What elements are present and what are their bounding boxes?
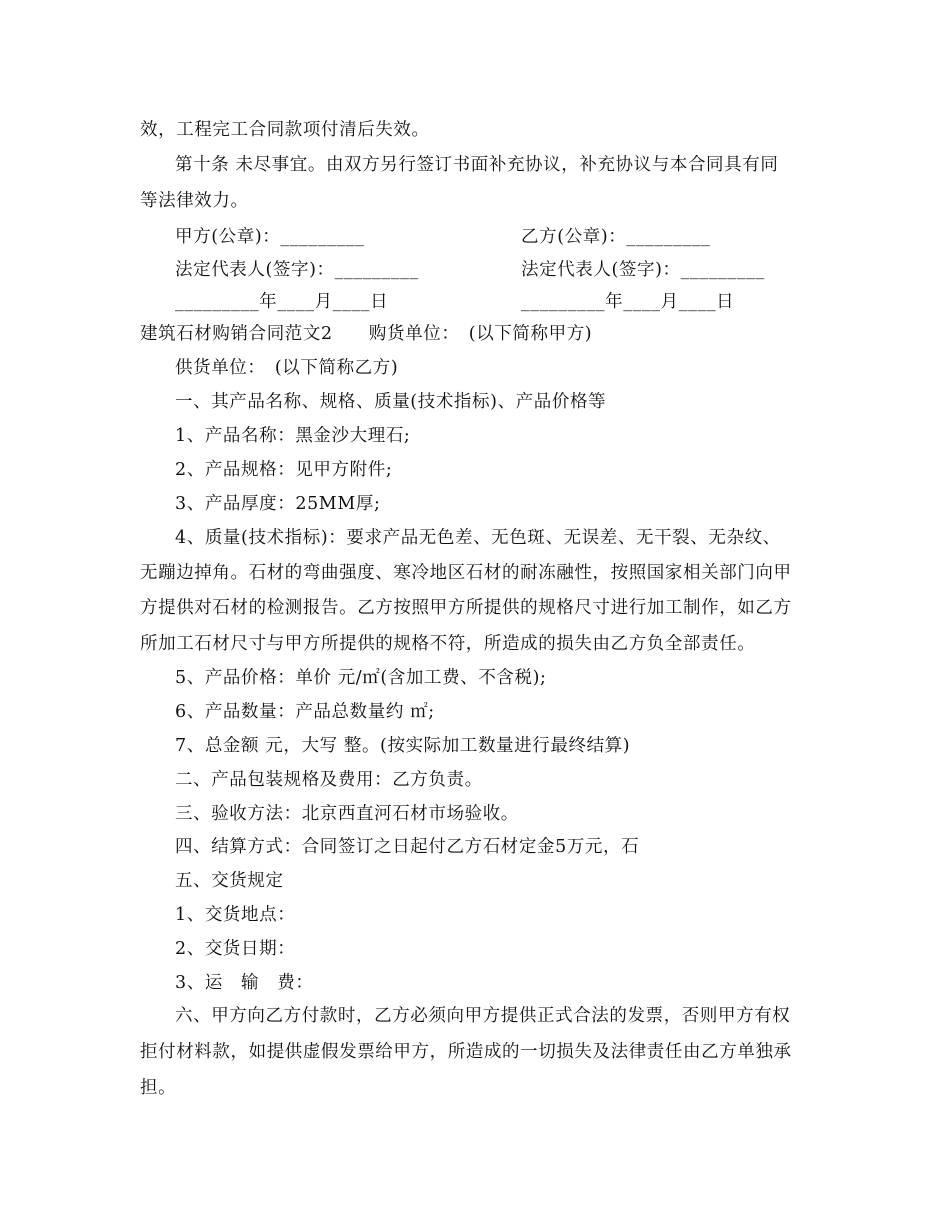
section-heading: 三、验收方法：北京西直河石材市场验收。	[175, 804, 519, 824]
paragraph-line: 效，工程完工合同款项付清后失效。	[140, 120, 430, 140]
list-item: 4、质量(技术指标)：要求产品无色差、无色斑、无误差、无干裂、无杂纹、	[175, 528, 781, 548]
party-a-representative: 法定代表人(签字)：_________	[175, 260, 419, 280]
article-ten-line: 第十条 未尽事宜。由双方另行签订书面补充协议，补充协议与本合同具有同	[175, 155, 779, 175]
section-heading: 二、产品包装规格及费用：乙方负责。	[175, 770, 483, 790]
paragraph-line: 方提供对石材的检测报告。乙方按照甲方所提供的规格尺寸进行加工制作，如乙方	[140, 598, 792, 618]
party-b-date: _________年____月____日	[521, 292, 735, 312]
paragraph-line: 无蹦边掉角。石材的弯曲强度、寒冷地区石材的耐冻融性，按照国家相关部门向甲	[140, 563, 792, 583]
supplier-line: 供货单位： (以下简称乙方)	[175, 358, 399, 378]
party-b-representative: 法定代表人(签字)：_________	[521, 260, 765, 280]
section-heading: 四、结算方式：合同签订之日起付乙方石材定金5万元，石	[175, 837, 640, 857]
contract-title-line: 建筑石材购销合同范文2 购货单位： (以下简称甲方)	[140, 324, 593, 344]
paragraph-line: 拒付材料款，如提供虚假发票给甲方，所造成的一切损失及法律责任由乙方单独承	[140, 1042, 792, 1062]
list-item: 3、运 输 费：	[175, 973, 314, 993]
list-item: 1、产品名称：黑金沙大理石;	[175, 426, 411, 446]
list-item: 3、产品厚度：25MM厚;	[175, 494, 381, 514]
list-item: 1、交货地点：	[175, 905, 296, 925]
section-heading: 六、甲方向乙方付款时，乙方必须向甲方提供正式合法的发票，否则甲方有权	[175, 1006, 791, 1026]
party-b-seal: 乙方(公章)：_________	[521, 227, 711, 247]
paragraph-line: 所加工石材尺寸与甲方所提供的规格不符，所造成的损失由乙方负全部责任。	[140, 634, 756, 654]
section-heading: 五、交货规定	[175, 871, 284, 891]
paragraph-line: 担。	[140, 1078, 177, 1098]
paragraph-line: 等法律效力。	[140, 191, 249, 211]
list-item: 7、总金额 元，大写 整。(按实际加工数量进行最终结算)	[175, 736, 631, 756]
list-item: 6、产品数量：产品总数量约 ㎡;	[175, 702, 435, 722]
list-item: 5、产品价格：单价 元/㎡(含加工费、不含税);	[175, 668, 547, 688]
list-item: 2、产品规格：见甲方附件;	[175, 460, 393, 480]
section-heading: 一、其产品名称、规格、质量(技术指标)、产品价格等	[175, 392, 607, 412]
list-item: 2、交货日期：	[175, 939, 296, 959]
party-a-date: _________年____月____日	[175, 292, 389, 312]
party-a-seal: 甲方(公章)：_________	[175, 227, 365, 247]
